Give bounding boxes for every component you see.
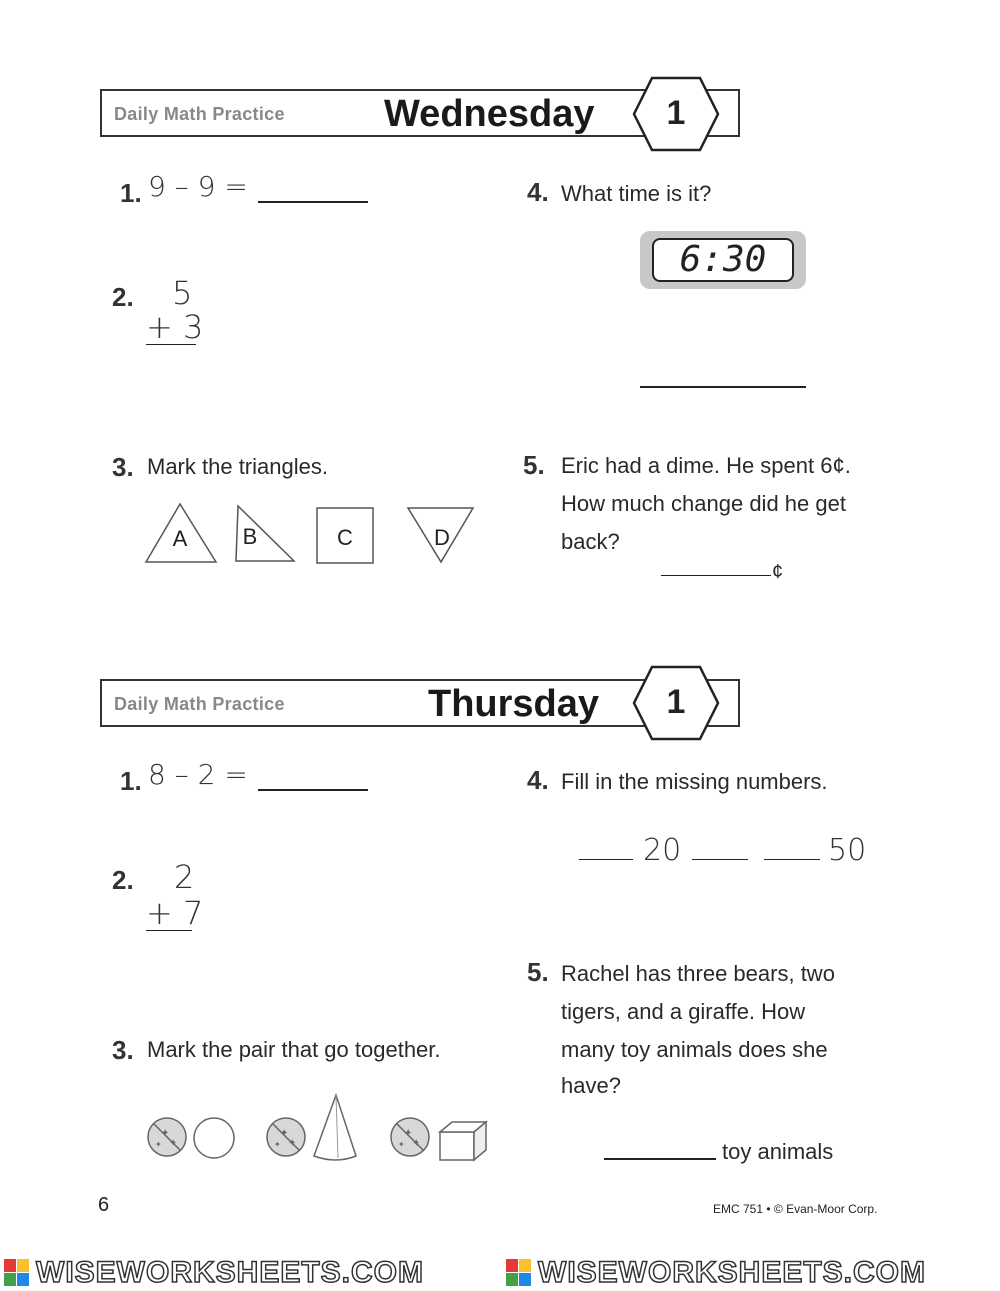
day-title: Thursday xyxy=(428,683,600,725)
shape-d-label: D xyxy=(434,525,450,550)
q5-unit: toy animals xyxy=(722,1139,834,1164)
q5-line-3: back? xyxy=(561,529,620,554)
header-label: Daily Math Practice xyxy=(114,104,285,124)
q4-number: 4. xyxy=(527,177,549,207)
missing-number-blank-3[interactable] xyxy=(764,859,820,860)
q2-bottom-addend: + 7 xyxy=(146,894,204,932)
q2-sum-line xyxy=(146,344,196,345)
shape-b-label: B xyxy=(242,524,258,549)
q1-answer-line[interactable] xyxy=(258,201,368,203)
q5-line-1: Eric had a dime. He spent 6¢. xyxy=(561,453,851,478)
header-label: Daily Math Practice xyxy=(114,694,285,714)
q5-number: 5. xyxy=(527,957,549,987)
given-number-50: 50 xyxy=(828,833,867,868)
shape-a-label: A xyxy=(172,526,188,551)
missing-number-blank-2[interactable] xyxy=(692,859,748,860)
q4-text: Fill in the missing numbers. xyxy=(561,769,828,794)
q2-top-addend: 2 xyxy=(174,858,195,896)
missing-number-blank-1[interactable] xyxy=(579,859,633,860)
cone-icon xyxy=(314,1095,356,1160)
pair-ball-cube[interactable] xyxy=(391,1118,486,1160)
q4-number: 4. xyxy=(527,765,549,795)
q3-number: 3. xyxy=(112,452,134,482)
watermark-text: WISEWORKSHEETS.COM xyxy=(36,1256,425,1289)
day-title: Wednesday xyxy=(384,93,595,135)
pair-ball-cone[interactable] xyxy=(267,1095,356,1160)
shape-c-label: C xyxy=(337,525,353,550)
q1-number: 1. xyxy=(120,178,142,208)
shape-a-triangle[interactable] xyxy=(146,504,216,562)
q5-answer-line[interactable] xyxy=(661,575,771,576)
ball-icon xyxy=(267,1118,305,1156)
q1-number: 1. xyxy=(120,766,142,796)
circle-icon xyxy=(194,1118,234,1158)
brand-logo-icon xyxy=(506,1259,532,1287)
q5-line-3: many toy animals does she xyxy=(561,1037,828,1062)
q3-number: 3. xyxy=(112,1035,134,1065)
week-hexagon xyxy=(632,665,720,741)
q2-number: 2. xyxy=(112,865,134,895)
q2-top-addend: 5 xyxy=(172,274,193,312)
q3-shapes xyxy=(140,500,480,570)
q2-sum-line xyxy=(146,930,192,931)
q4-text: What time is it? xyxy=(561,181,712,206)
shape-b-triangle[interactable] xyxy=(236,506,294,561)
q5-line-2: How much change did he get xyxy=(561,491,846,516)
watermark-banner xyxy=(0,1255,1000,1291)
week-hexagon xyxy=(632,76,720,152)
q2-number: 2. xyxy=(112,282,134,312)
page-number: 6 xyxy=(98,1194,110,1216)
shape-c-square[interactable] xyxy=(317,508,373,563)
q1-expression: 9 – 9 = xyxy=(148,170,248,203)
digital-clock xyxy=(640,231,806,289)
pair-ball-circle[interactable] xyxy=(148,1118,234,1158)
week-number: 1 xyxy=(666,94,686,132)
ball-icon xyxy=(148,1118,186,1156)
q3-text: Mark the triangles. xyxy=(147,454,328,479)
q5-answer-line[interactable] xyxy=(604,1158,716,1160)
cube-icon xyxy=(440,1122,486,1160)
q1-expression: 8 – 2 = xyxy=(148,758,248,791)
given-number-20: 20 xyxy=(643,833,682,868)
q1-answer-line[interactable] xyxy=(258,789,368,791)
q5-line-1: Rachel has three bears, two xyxy=(561,961,835,986)
q5-number: 5. xyxy=(523,450,545,480)
q3-text: Mark the pair that go together. xyxy=(147,1037,441,1062)
q4-answer-line[interactable] xyxy=(640,386,806,388)
shape-d-triangle[interactable] xyxy=(408,508,473,562)
q5-line-4: have? xyxy=(561,1073,621,1098)
brand-logo-icon xyxy=(4,1259,30,1287)
q2-bottom-addend: + 3 xyxy=(146,308,204,346)
q3-pairs: ✦ ✦ ✦ xyxy=(140,1090,500,1170)
q5-unit: ¢ xyxy=(772,561,784,583)
watermark-text: WISEWORKSHEETS.COM xyxy=(538,1256,927,1289)
week-number: 1 xyxy=(666,683,686,721)
ball-icon xyxy=(391,1118,429,1156)
publisher-credit: EMC 751 • © Evan-Moor Corp. xyxy=(713,1202,878,1216)
clock-display: 6:30 xyxy=(652,238,794,282)
q5-line-2: tigers, and a giraffe. How xyxy=(561,999,806,1024)
